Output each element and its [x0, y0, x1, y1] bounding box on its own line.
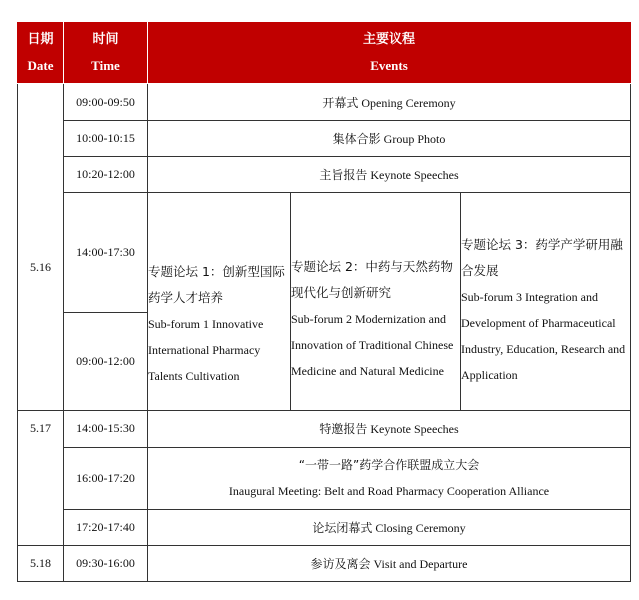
- forum-2-cn: 专题论坛 2：中药与天然药物现代化与创新研究: [291, 258, 453, 300]
- forum-3-en: Sub-forum 3 Integration and Development of Pharmaceutical Industry, Education, Research and Application: [461, 289, 626, 382]
- time-cell: 09:00-09:50: [64, 84, 148, 121]
- forum-2-en: Sub-forum 2 Modernization and Innovation of Traditional Chinese Medicine and Natural Medicine: [291, 311, 454, 378]
- header-date: [18, 23, 64, 84]
- time-cell: 10:20-12:00: [64, 157, 148, 193]
- table-row: [18, 84, 631, 121]
- table-row: [18, 509, 631, 545]
- date-cell-d2: [18, 411, 64, 545]
- table-row: [18, 447, 631, 509]
- event-cn: 开幕式: [322, 95, 359, 110]
- time-cell: 09:30-16:00: [64, 545, 148, 581]
- event-en: Visit and Departure: [373, 556, 468, 571]
- event-en: Group Photo: [383, 132, 446, 146]
- event-en: Keynote Speeches: [370, 168, 459, 182]
- forum-3-cn: 专题论坛 3：药学产学研用融合发展: [461, 236, 623, 278]
- time-cell: 14:00-17:30: [64, 193, 148, 313]
- forum-3-cell: [461, 193, 631, 411]
- forum-1-en: Sub-forum 1 Innovative International Pharmacy Talents Cultivation: [148, 316, 264, 383]
- time-cell: 17:20-17:40: [64, 509, 148, 545]
- header-date-en: Date: [27, 58, 54, 73]
- agenda-table: [17, 22, 631, 411]
- header-events-en: Events: [370, 58, 408, 73]
- header-date-cn: 日期: [27, 32, 54, 47]
- table-row: [18, 193, 631, 313]
- event-cn: 集体合影: [332, 132, 381, 146]
- date-cell-d1: [18, 84, 64, 411]
- header-time-cn: 时间: [92, 32, 119, 47]
- date-d1: 5.16: [30, 259, 51, 274]
- time-cell: 16:00-17:20: [64, 447, 148, 509]
- header-time-en: Time: [91, 58, 120, 73]
- header-events-cn: 主要议程: [362, 32, 415, 47]
- event-cell: [148, 157, 631, 193]
- event-en: Opening Ceremony: [361, 95, 456, 110]
- event-en: Closing Ceremony: [375, 520, 466, 535]
- event-cell: [148, 545, 631, 581]
- event-cn: “一带一路”药学合作联盟成立大会: [298, 458, 480, 472]
- event-cn: 论坛闭幕式: [312, 520, 373, 535]
- forum-1-cn: 专题论坛 1：创新型国际药学人才培养: [148, 263, 285, 305]
- event-cn: 特邀报告: [319, 422, 368, 437]
- agenda-table-wrapper: [17, 22, 631, 582]
- event-cn: 主旨报告: [319, 168, 368, 182]
- table-row: [18, 121, 631, 157]
- event-cell: [148, 411, 631, 447]
- header-time: [64, 23, 148, 84]
- agenda-table-lower: [17, 411, 631, 582]
- header-row: [18, 23, 631, 84]
- time-cell: 10:00-10:15: [64, 121, 148, 157]
- event-cn: 参访及离会: [310, 556, 371, 571]
- table-row: [18, 411, 631, 447]
- date-d3: 5.18: [30, 555, 51, 570]
- forum-2-cell: [291, 193, 461, 411]
- header-events: [148, 23, 631, 84]
- event-cell: [148, 509, 631, 545]
- date-cell-d3: [18, 545, 64, 581]
- event-cell: [148, 121, 631, 157]
- event-cell: [148, 84, 631, 121]
- event-en: Inaugural Meeting: Belt and Road Pharmacy Cooperation Alliance: [228, 484, 550, 498]
- table-row: [18, 157, 631, 193]
- time-cell: 09:00-12:00: [64, 313, 148, 411]
- forum-1-cell: [148, 193, 291, 411]
- event-en: Keynote Speeches: [370, 422, 459, 437]
- table-row: [18, 545, 631, 581]
- time-cell: 14:00-15:30: [64, 411, 148, 447]
- event-cell: [148, 447, 631, 509]
- date-d2: 5.17: [30, 421, 51, 435]
